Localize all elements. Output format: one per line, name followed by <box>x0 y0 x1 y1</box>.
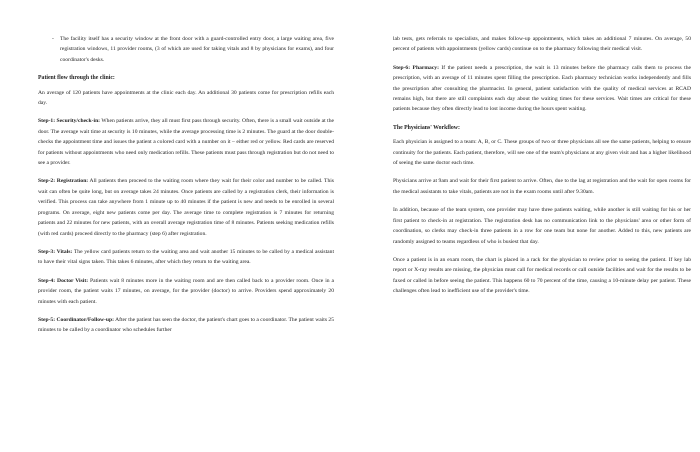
step2-paragraph <box>38 176 334 238</box>
step3-paragraph <box>38 247 334 268</box>
step6-label: Step-6: Pharmacy: <box>393 64 439 71</box>
step1-text: When patients arrive, they all must first pass through security. Often, there is a small wait outside at the door. The average wait time at security is 10 minutes, while the average processing time is 2 minutes. The guard at the door double-checks the appointment time and issues the patient a colored card with a number on it – either red or yellow. Red cards are reserved for patients without appointments who need only medication refills. These patients must pass through registration but do not need to see a provider. <box>38 118 335 167</box>
step3-label: Step-3: Vitals: <box>38 248 73 255</box>
step5-label: Step-5: Coordinator/Follow-up: <box>38 316 114 323</box>
facility-bullet <box>38 34 334 65</box>
right-column <box>393 34 691 299</box>
bullet-marker: - <box>52 36 54 42</box>
team-system-paragraph: In addition, because of the team system, one provider may have three patients waiting, while another is still waiting for his or her first patient to check-in at registration. The registration desk has no communication link to the physicians' area or other form of coordination, so clerks may check-in three patients in a row for one team but none for another. Added to this, new patients are randomly assigned to teams regardless of who is busiest that day. <box>393 207 691 245</box>
physicians-workflow-heading: The Physicians' Workflow: <box>393 124 460 131</box>
step2-text: All patients then proceed to the waiting room where they wait for their color and number to be called. This wait can often be quite long, but on average takes 24 minutes. Once patients are called by a registration clerk, their information is verified. This process can take anywhere from 1 minute up to 40 minutes if the patient is new and needs to be enrolled in several programs. On average, eight new patients come per day. The average time to complete registration is 7 minutes for returning patients and 22 minutes for new patients, with an overall average registration time of 8 minutes. Patients seeking medication refills (with red cards) proceed directly to the pharmacy (step 6) after registration. <box>38 178 334 237</box>
left-column <box>38 34 334 338</box>
step3-text: The yellow card patients return to the waiting area and wait another 15 minutes to be called by a medical assistant to have their vital signs taken. This takes 6 minutes, after which they return to the waiting area. <box>38 248 334 266</box>
step5-paragraph <box>38 315 334 336</box>
step1-paragraph <box>38 116 334 168</box>
step5-continuation: lab tests, gets referrals to specialists, and makes follow-up appointments, which takes an additional 7 minutes. On average, 50 percent of patients with appointments (yellow cards) continue on to the pharmacy following their medical visit. <box>393 36 691 53</box>
step6-paragraph <box>393 63 691 115</box>
step1-label: Step-1: Security/check-in: <box>38 118 101 125</box>
facility-bullet-text: The facility itself has a security window at the front door with a guard-controlled entry door, a large waiting area, five registration windows, 11 provider rooms, (3 of which are used for taking vitals and 8 by physicians for exams), and four coordinator's desks. <box>60 36 334 63</box>
arrival-paragraph: Physicians arrive at 9am and wait for their first patient to arrive. Often, due to the lag at registration and the wait for open rooms for the medical assistants to take vitals, patients are not in the exam rooms until after 9.30am. <box>393 178 691 195</box>
step6-text: If the patient needs a prescription, the wait is 13 minutes before the pharmacy calls them to process the prescription, with an average of 11 minutes spent filling the prescription. Each pharmacy technician works independently and fills the prescription after consulting the pharmacist. In general, patient satisfaction with the quality of medical services at RCAD remains high, but there are still complaints each day about the waiting times for these services. Wait times are critical for these patients because they often directly lead to lost income during the hours spent waiting. <box>393 64 691 113</box>
step2-label: Step-2: Registration: <box>38 178 89 185</box>
exam-room-paragraph: Once a patient is in an exam room, the chart is placed in a rack for the physician to review prior to seeing the patient. If key lab report or X-ray results are missing, the physician must call for medical records or call outside facilities and wait for the results to be faxed or called in before seeing the patient. This happens 60 to 70 percent of the time, causing a 10-minute delay per patient. These challenges often lead to inefficient use of the provider's time. <box>393 256 691 295</box>
intro-paragraph: An average of 120 patients have appointments at the clinic each day. An additional 30 patients come for prescription refills each day. <box>38 89 334 107</box>
step4-paragraph <box>38 276 334 307</box>
patient-flow-heading: Patient flow through the clinic: <box>38 75 115 82</box>
team-paragraph: Each physician is assigned to a team: A, B, or C. These groups of two or three physicians all see the same patients, helping to ensure continuity for the patients. Each patient, therefore, will see one of the team's physicians at any given visit and has a higher likelihood of seeing the same doctor each time. <box>393 139 691 167</box>
step4-text: Patients wait 8 minutes more in the waiting room and are then called back to a provider room. Once in a provider room, the patient waits 17 minutes, on average, for the provider (doctor) to arrive. Providers spend approximately 20 minutes with each patient. <box>38 277 334 305</box>
step5-text: After the patient has seen the doctor, the patient's chart goes to a coordinator. The patient waits 25 minutes to be called by a coordinator who schedules further <box>38 316 334 334</box>
step4-label: Step-4: Doctor Visit: <box>38 277 89 284</box>
